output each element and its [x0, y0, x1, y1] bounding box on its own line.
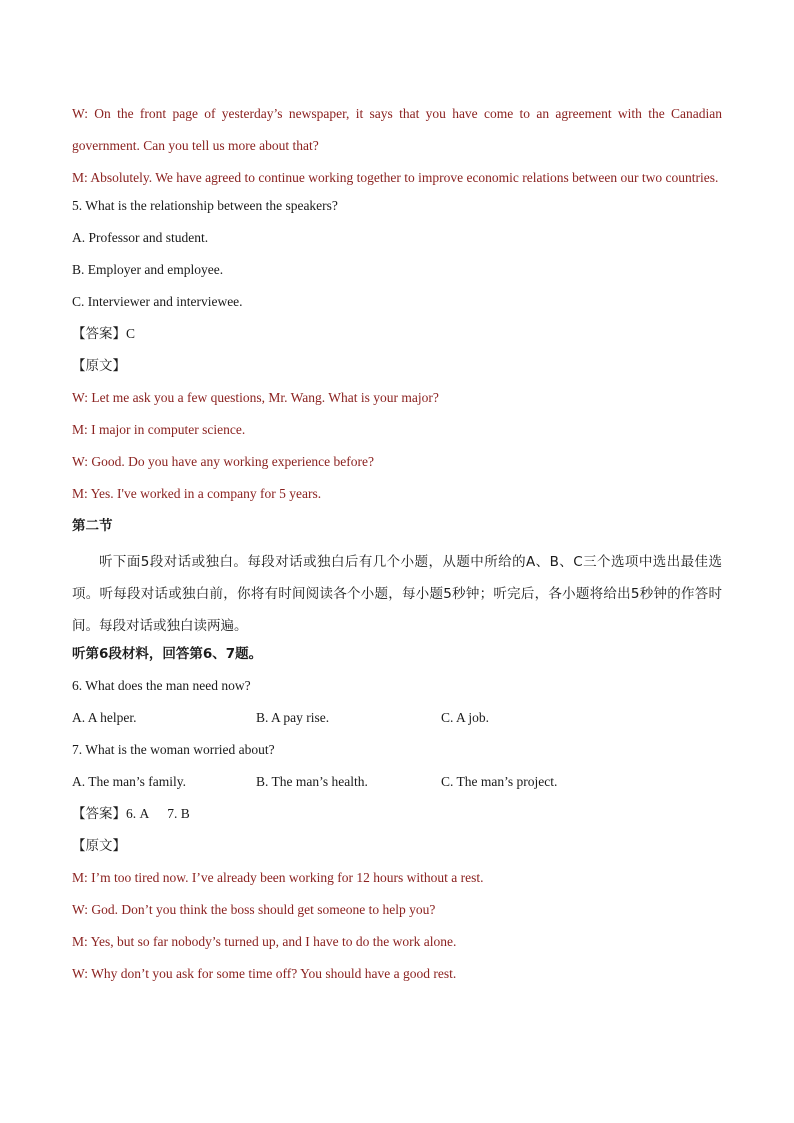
- answer-7: 7. B: [167, 806, 190, 821]
- q7-option-b: B. The man’s health.: [256, 774, 368, 789]
- answer-6: 6. A: [126, 806, 150, 821]
- document-page: [72, 98, 722, 994]
- transcript-line: W: Why don’t you ask for some time off? You should have a good rest.: [72, 966, 457, 981]
- transcript-line: M: Yes, but so far nobody’s turned up, and I have to do the work alone.: [72, 934, 457, 949]
- section-heading: 第二节: [72, 518, 113, 534]
- q5-answer: [72, 322, 722, 354]
- transcript-line: M: Yes. I've worked in a company for 5 years.: [72, 486, 322, 501]
- transcript-line: W: Good. Do you have any working experience before?: [72, 454, 375, 469]
- transcript-line: M: I’m too tired now. I’ve already been working for 12 hours without a rest.: [72, 870, 484, 885]
- transcript-line: W: God. Don’t you think the boss should get someone to help you?: [72, 902, 436, 917]
- question-6: 6. What does the man need now?: [72, 678, 251, 693]
- q5-option-b: B. Employer and employee.: [72, 262, 224, 277]
- q6-option-c: C. A job.: [441, 710, 490, 725]
- q7-option-a: A. The man’s family.: [72, 774, 186, 789]
- question-7: 7. What is the woman worried about?: [72, 742, 275, 757]
- q6-option-a: A. A helper.: [72, 710, 137, 725]
- q6-option-b: B. A pay rise.: [256, 710, 330, 725]
- section-instructions: 听下面5段对话或独白。每段对话或独白后有几个小题，从题中所给的A、B、C三个选项中选出最佳选项。听每段对话或独白前，你将有时间阅读各个小题，每小题5秒钟；听完后，各小题将给出5秒钟的作答时间。每段对话或独白读两遍。: [72, 554, 722, 634]
- answer-value: C: [126, 326, 136, 341]
- answer-tag: 【答案】: [72, 326, 126, 342]
- q5-option-c: C. Interviewer and interviewee.: [72, 294, 243, 309]
- q7-options: [72, 770, 722, 802]
- transcript-line: W: On the front page of yesterday’s newspaper, it says that you have come to an agreement with the Canadian government. Can you tell us more about that?: [72, 106, 722, 153]
- q6-7-transcript-tag: 【原文】: [72, 838, 126, 854]
- q6-7-answer: [72, 802, 722, 834]
- q5-transcript-tag: 【原文】: [72, 358, 126, 374]
- q5-option-a: A. Professor and student.: [72, 230, 209, 245]
- transcript-line: M: Absolutely. We have agreed to continue working together to improve economic relations between our two countries.: [72, 170, 719, 185]
- q7-option-c: C. The man’s project.: [441, 774, 558, 789]
- answer-tag: 【答案】: [72, 806, 126, 822]
- transcript-line: M: I major in computer science.: [72, 422, 246, 437]
- question-5: 5. What is the relationship between the speakers?: [72, 198, 338, 213]
- q6-options: [72, 706, 722, 738]
- material-6-heading: 听第6段材料，回答第6、7题。: [72, 646, 263, 662]
- transcript-line: W: Let me ask you a few questions, Mr. Wang. What is your major?: [72, 390, 439, 405]
